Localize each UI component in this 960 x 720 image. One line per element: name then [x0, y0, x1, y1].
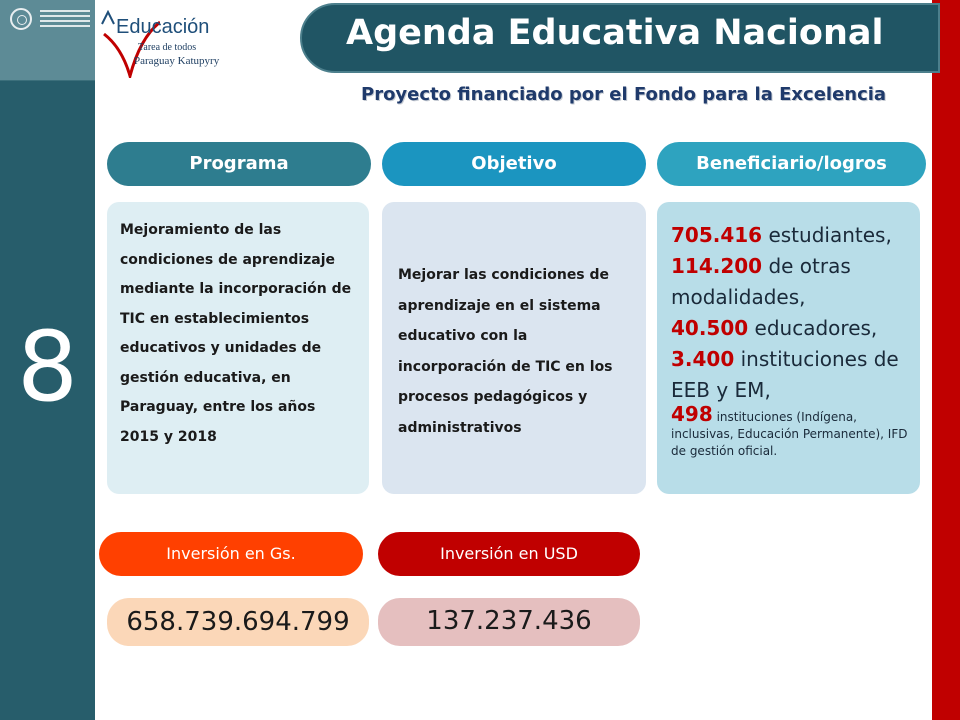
objetivo-card: [382, 202, 646, 494]
beneficiario-card: [657, 202, 920, 494]
students-label: estudiantes,: [762, 223, 892, 247]
government-logo: [0, 0, 95, 81]
inversion-usd-value: 137.237.436: [378, 598, 640, 646]
other-modalities-count: 114.200: [671, 254, 763, 278]
education-logo: [100, 8, 280, 78]
inversion-gs-label: Inversión en Gs.: [99, 532, 363, 576]
institutions-count: 3.400: [671, 347, 735, 371]
institutions-label: instituciones de EEB y EM,: [671, 347, 899, 402]
programa-text: Mejoramiento de las condiciones de aprendizaje mediante la incorporación de TIC en establecimientos educativos y unidades de gestión educativa, en Paraguay, entre los años 2015 y 2018: [120, 222, 352, 445]
educators-count: 40.500: [671, 316, 749, 340]
page-subtitle: Proyecto financiado por el Fondo para la Excelencia: [361, 84, 887, 105]
seal-icon: [10, 8, 32, 30]
beneficiario-extra: [671, 402, 910, 460]
objetivo-text: Mejorar las condiciones de aprendizaje en el sistema educativo con la incorporación de TIC en los procesos pedagógicos y administrativos: [398, 267, 613, 436]
educators-label: educadores,: [748, 316, 878, 340]
programa-header: Programa: [107, 142, 371, 186]
inversion-usd-label: Inversión en USD: [378, 532, 640, 576]
edu-logo-line2: Paraguay Katupyry: [134, 55, 220, 67]
other-modalities-label: de otras modalidades,: [671, 254, 851, 309]
edu-logo-line1: Tarea de todos: [138, 42, 197, 53]
students-count: 705.416: [671, 223, 763, 247]
logo-mark-icon: [100, 10, 116, 26]
logo-lines: [40, 10, 90, 30]
beneficiario-list: [671, 220, 910, 406]
special-institutions-label: instituciones (Indígena, inclusivas, Educación Permanente), IFD de gestión oficial.: [671, 410, 908, 458]
right-accent-bar: [932, 0, 960, 720]
objetivo-header: Objetivo: [382, 142, 646, 186]
special-institutions-count: 498: [671, 402, 713, 426]
beneficiario-header: Beneficiario/logros: [657, 142, 926, 186]
inversion-gs-value: 658.739.694.799: [107, 598, 369, 646]
programa-card: [107, 202, 369, 494]
slide-number: 8: [16, 311, 79, 423]
page-title: Agenda Educativa Nacional: [346, 13, 884, 53]
edu-logo-title: Educación: [116, 16, 210, 38]
